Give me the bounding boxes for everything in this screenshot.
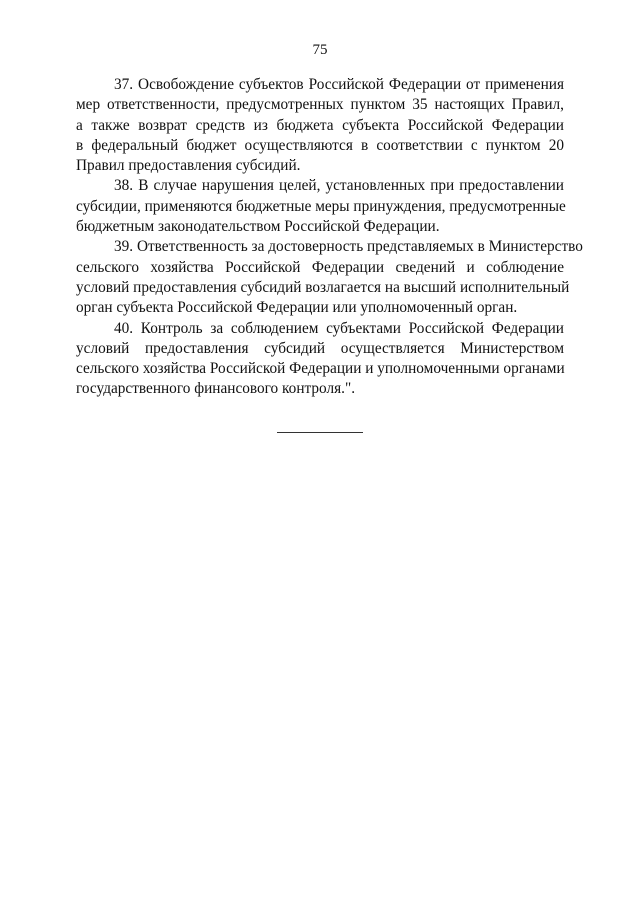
text-line: государственного финансового контроля.". [76, 380, 356, 398]
text-line: 39. Ответственность за достоверность представляемых в Министерство [114, 238, 583, 256]
paragraph-38 [76, 176, 564, 237]
text-line: сельского хозяйства Российской Федерации и уполномоченными органами [76, 360, 565, 378]
text-line: орган субъекта Российской Федерации или уполномоченный орган. [76, 299, 518, 317]
text-line: 40. Контроль за соблюдением субъектами Российской Федерации [114, 319, 564, 337]
text-line: а также возврат средств из бюджета субъекта Российской Федерации [76, 116, 564, 134]
text-line: сельского хозяйства Российской Федерации сведений и соблюдение [76, 258, 564, 276]
paragraph-40 [76, 319, 564, 400]
text-line: условий предоставления субсидий осуществляется Министерством [76, 339, 564, 357]
text-line: условий предоставления субсидий возлагается на высший исполнительный [76, 278, 570, 296]
paragraph-39 [76, 237, 583, 318]
text-line: бюджетным законодательством Российской Федерации. [76, 218, 440, 236]
text-line: в федеральный бюджет осуществляются в соответствии с пунктом 20 [76, 136, 564, 154]
document-body [76, 75, 583, 400]
text-line: 38. В случае нарушения целей, установленных при предоставлении [114, 177, 564, 195]
text-line: Правил предоставления субсидий. [76, 157, 301, 175]
paragraph-37 [76, 75, 564, 176]
text-line: мер ответственности, предусмотренных пунктом 35 настоящих Правил, [76, 96, 564, 114]
text-line: 37. Освобождение субъектов Российской Федерации от применения [114, 76, 564, 93]
text-line: субсидии, применяются бюджетные меры принуждения, предусмотренные [76, 197, 566, 215]
end-divider-line [277, 432, 363, 433]
page-number: 75 [312, 42, 328, 58]
